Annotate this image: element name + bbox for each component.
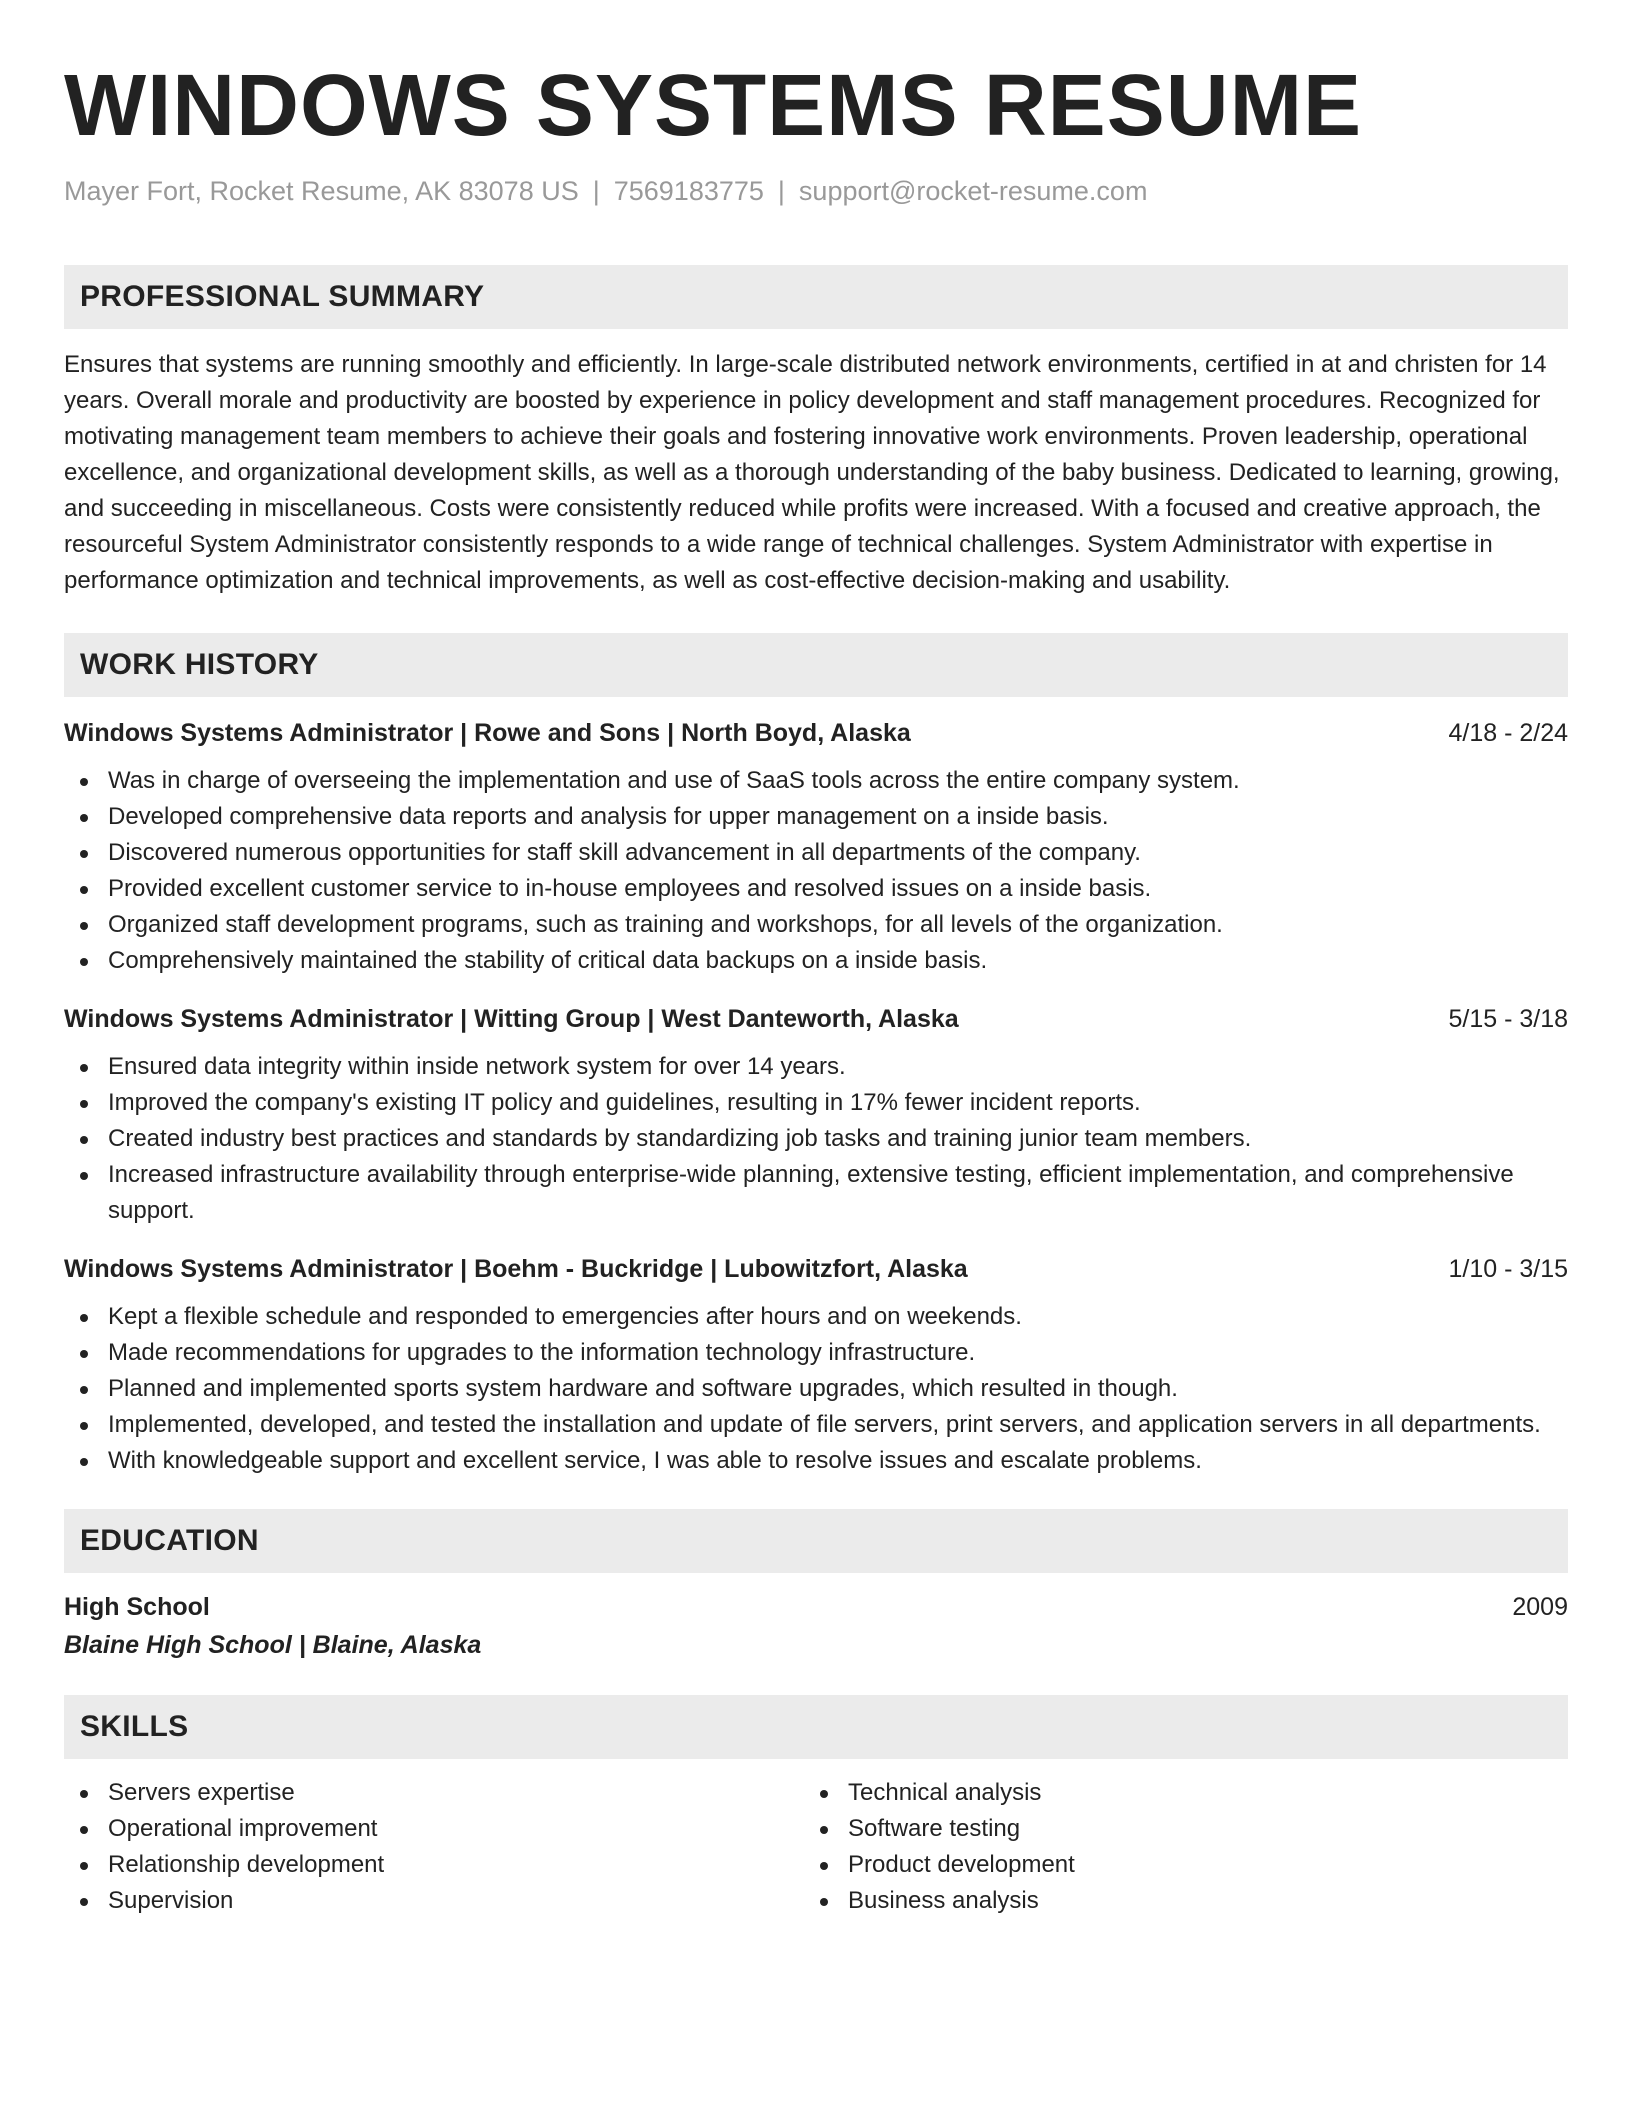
job-bullet: Discovered numerous opportunities for staff skill advancement in all departments of the company. [64,835,1568,871]
section-heading-education: EDUCATION [64,1509,1568,1573]
skill-item: Technical analysis [804,1775,1075,1811]
job-entry [64,1251,1568,1479]
contact-address: Mayer Fort, Rocket Resume, AK 83078 US [64,176,579,206]
education-entry [64,1589,1568,1665]
skill-item: Business analysis [804,1883,1075,1919]
section-heading-skills: SKILLS [64,1695,1568,1759]
resume-name: WINDOWS SYSTEMS RESUME [64,57,1363,154]
job-header [64,1001,1568,1037]
education-year: 2009 [1512,1593,1568,1622]
job-bullet: Provided excellent customer service to in-house employees and resolved issues on a inside basis. [64,871,1568,907]
job-title: Windows Systems Administrator | Witting Group | West Danteworth, Alaska [64,1005,959,1034]
job-entry [64,715,1568,979]
job-bullet: Kept a flexible schedule and responded to emergencies after hours and on weekends. [64,1299,1568,1335]
job-header [64,715,1568,751]
job-title: Windows Systems Administrator | Rowe and Sons | North Boyd, Alaska [64,719,911,748]
job-bullet: Created industry best practices and standards by standardizing job tasks and training junior team members. [64,1121,1568,1157]
contact-email: support@rocket-resume.com [798,176,1148,206]
job-bullet: Increased infrastructure availability through enterprise-wide planning, extensive testing, efficient implementation, and comprehensive support. [64,1157,1568,1229]
section-heading-work: WORK HISTORY [64,633,1568,697]
education-school: Blaine High School | Blaine, Alaska [64,1631,482,1660]
skill-item: Operational improvement [64,1811,804,1847]
education-degree: High School [64,1593,210,1622]
skill-item: Relationship development [64,1847,804,1883]
job-bullet: Comprehensively maintained the stability of critical data backups on a inside basis. [64,943,1568,979]
job-bullet-list [64,1049,1568,1229]
job-header [64,1251,1568,1287]
job-bullet-list [64,1299,1568,1479]
job-dates: 4/18 - 2/24 [1448,719,1568,748]
section-heading-summary: PROFESSIONAL SUMMARY [64,265,1568,329]
contact-separator: | [592,176,600,206]
skill-item: Supervision [64,1883,804,1919]
job-dates: 1/10 - 3/15 [1448,1255,1568,1284]
contact-phone: 7569183775 [613,176,764,206]
skill-item: Software testing [804,1811,1075,1847]
job-dates: 5/15 - 3/18 [1448,1005,1568,1034]
contact-separator: | [777,176,785,206]
job-bullet: With knowledgeable support and excellent service, I was able to resolve issues and escalate problems. [64,1443,1568,1479]
job-bullet: Made recommendations for upgrades to the information technology infrastructure. [64,1335,1568,1371]
skill-item: Product development [804,1847,1075,1883]
skills-column-left [64,1775,804,1919]
skills-list [64,1775,1568,1919]
job-bullet: Was in charge of overseeing the implementation and use of SaaS tools across the entire company system. [64,763,1568,799]
job-bullet: Implemented, developed, and tested the installation and update of file servers, print servers, and application servers in all departments. [64,1407,1568,1443]
summary-text: Ensures that systems are running smoothly and efficiently. In large-scale distributed network environments, certified in at and christen for 14 years. Overall morale and productivity are boosted by experience in policy development and staff management procedures. Recognized for motivating management team members to achieve their goals and fostering innovative work environments. Proven leadership, operational excellence, and organizational development skills, as well as a thorough understanding of the baby business. Dedicated to learning, growing, and succeeding in miscellaneous. Costs were consistently reduced while profits were increased. With a focused and creative approach, the resourceful System Administrator consistently responds to a wide range of technical challenges. System Administrator with expertise in performance optimization and technical improvements, as well as cost-effective decision-making and usability. [64,351,1560,595]
education-header [64,1589,1568,1625]
job-bullet: Ensured data integrity within inside network system for over 14 years. [64,1049,1568,1085]
job-bullet: Organized staff development programs, such as training and workshops, for all levels of the organization. [64,907,1568,943]
job-bullet: Developed comprehensive data reports and analysis for upper management on a inside basis. [64,799,1568,835]
job-bullet-list [64,763,1568,979]
job-bullet: Improved the company's existing IT policy and guidelines, resulting in 17% fewer incident reports. [64,1085,1568,1121]
job-bullet: Planned and implemented sports system hardware and software upgrades, which resulted in though. [64,1371,1568,1407]
skills-column-right [804,1775,1075,1919]
contact-line [64,175,1568,207]
job-entry [64,1001,1568,1229]
skill-item: Servers expertise [64,1775,804,1811]
job-title: Windows Systems Administrator | Boehm - Buckridge | Lubowitzfort, Alaska [64,1255,968,1284]
